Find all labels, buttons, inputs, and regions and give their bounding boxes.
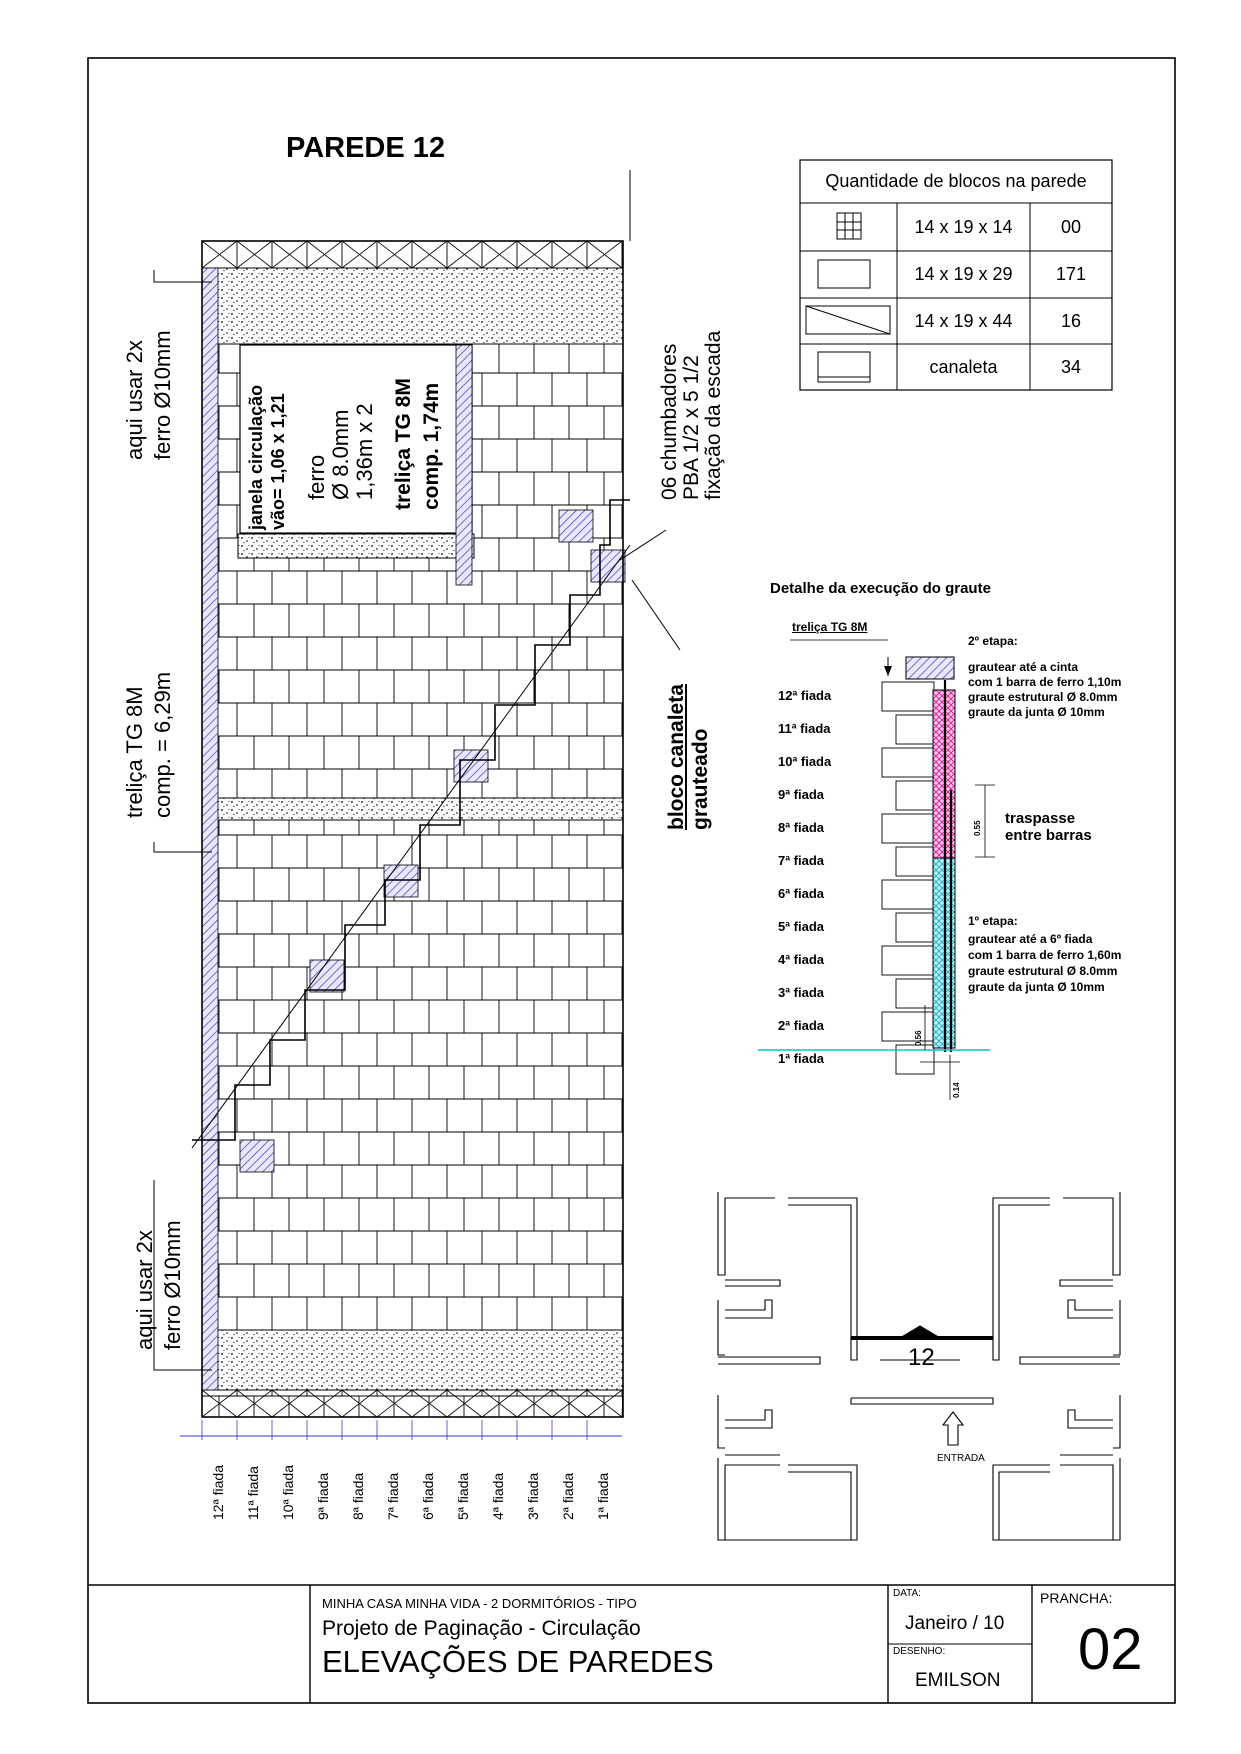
table-qty-4: 34 <box>1060 356 1082 377</box>
detail-course-label: 7ª fiada <box>778 853 824 868</box>
block-14x19x14-icon <box>837 213 861 239</box>
grouted-canaleta-block <box>310 960 344 992</box>
detail-trelica: treliça TG 8M <box>792 620 868 634</box>
grouted-canaleta-block <box>454 750 488 782</box>
ruler-course-label: 10ª fiada <box>280 1464 296 1520</box>
tb-sheet-label: PRANCHA: <box>1040 1590 1113 1606</box>
etapa2-title: 2º etapa: <box>968 634 1018 648</box>
traspasse-a: traspasse <box>1005 810 1076 827</box>
grouted-canaleta-block <box>240 1140 274 1172</box>
detail-canaleta <box>906 657 954 679</box>
note-ferro-c: 1,36m x 2 <box>352 403 377 500</box>
window-jamb-grout <box>456 345 472 585</box>
tb-date-label: DATA: <box>893 1588 921 1599</box>
note-window-a: janela circulação <box>246 384 266 530</box>
note-mid-left-b: comp. = 6,29m <box>150 671 175 818</box>
etapa1-line-3: graute estrutural Ø 8.0mm <box>968 964 1118 978</box>
detail-course-label: 10ª fiada <box>778 754 832 769</box>
table-header: Quantidade de blocos na parede <box>825 171 1087 191</box>
ruler-course-label: 4ª fiada <box>490 1472 506 1520</box>
etapa2-line-2: com 1 barra de ferro 1,10m <box>968 675 1122 689</box>
note-trelica-a: treliça TG 8M <box>392 378 415 510</box>
note-chumbadores-b: PBA 1/2 x 5 1/2 <box>680 355 703 500</box>
entrada-arrow-icon <box>943 1412 963 1445</box>
note-trelica-b: comp. 1,74m <box>420 382 443 510</box>
tb-drawn-label: DESENHO: <box>893 1646 946 1657</box>
note-chumbadores-c: fixação da escada <box>702 330 725 500</box>
ruler-course-label: 12ª fiada <box>210 1464 226 1520</box>
block-14x19x29-icon <box>818 260 870 288</box>
wall-title: PAREDE 12 <box>286 132 446 164</box>
detail-block <box>896 847 934 876</box>
left-grout-column <box>202 268 218 1390</box>
detail-block <box>896 715 934 744</box>
detail-course-label: 8ª fiada <box>778 820 824 835</box>
etapa1-line-4: graute da junta Ø 10mm <box>968 980 1105 994</box>
ruler-course-label: 11ª fiada <box>245 1466 261 1520</box>
grouted-canaleta-block <box>591 550 625 582</box>
dim-014: 0.14 <box>952 1082 961 1098</box>
grouted-canaleta-block <box>559 510 593 542</box>
mid-bond-beam <box>202 798 623 820</box>
table-qty-1: 00 <box>1060 216 1082 237</box>
top-bond-beam <box>202 268 623 344</box>
etapa1-title: 1º etapa: <box>968 914 1018 928</box>
note-bottom-left-a: aqui usar 2x <box>132 1230 157 1350</box>
detail-course-label: 9ª fiada <box>778 787 824 802</box>
stair-diagonal <box>192 545 630 1148</box>
dim-055: 0.55 <box>973 820 982 836</box>
ruler-course-label: 5ª fiada <box>455 1472 471 1520</box>
table-qty-2: 171 <box>1055 264 1087 284</box>
grouted-blocks <box>240 510 625 1172</box>
ruler-course-label: 1ª fiada <box>595 1472 611 1520</box>
detail-course-label: 3ª fiada <box>778 985 824 1000</box>
course-ruler <box>180 1420 622 1440</box>
detail-course-label: 11ª fiada <box>778 721 831 736</box>
note-bottom-left-b: ferro Ø10mm <box>160 1220 185 1350</box>
detail-block <box>882 1012 934 1041</box>
plan-wall-number: 12 <box>908 1344 935 1371</box>
detail-course-label: 4ª fiada <box>778 952 824 967</box>
window-lintel <box>238 534 474 558</box>
detail-course-label: 1ª fiada <box>778 1051 824 1066</box>
detail-course-label: 12ª fiada <box>778 688 832 703</box>
block-14x19x44-icon <box>806 306 890 334</box>
table-size-1: 14 x 19 x 14 <box>914 216 1013 237</box>
tb-title: ELEVAÇÕES DE PAREDES <box>322 1644 714 1679</box>
note-canaleta-b: grauteado <box>689 728 712 830</box>
detail-course-label: 2ª fiada <box>778 1018 824 1033</box>
detail-course-label: 5ª fiada <box>778 919 824 934</box>
leader-canaleta <box>632 580 680 650</box>
detail-block <box>882 946 934 975</box>
ruler-course-label: 9ª fiada <box>315 1472 331 1520</box>
dim-056: 0.56 <box>914 1030 923 1046</box>
table-size-3: 14 x 19 x 44 <box>914 310 1013 331</box>
detail-block <box>896 979 934 1008</box>
bottom-bond-beam <box>202 1330 623 1390</box>
table-qty-3: 16 <box>1060 310 1082 331</box>
ruler-course-label: 7ª fiada <box>385 1472 401 1520</box>
detail-block <box>882 748 934 777</box>
detail-course-label: 6ª fiada <box>778 886 824 901</box>
note-window-b: vão= 1,06 x 1,21 <box>268 393 288 530</box>
detail-block <box>882 814 934 843</box>
note-top-left-b: ferro Ø10mm <box>150 330 175 460</box>
etapa1-line-1: grautear até a 6º fiada <box>968 932 1093 946</box>
tb-project-line: MINHA CASA MINHA VIDA - 2 DORMITÓRIOS - TIPO <box>322 1596 637 1611</box>
detail-block <box>882 682 934 711</box>
ruler-course-label: 3ª fiada <box>525 1472 541 1520</box>
note-mid-left-a: treliça TG 8M <box>122 686 147 818</box>
plan-entrada: ENTRADA <box>937 1453 985 1464</box>
note-canaleta-a: bloco canaleta <box>665 684 688 830</box>
leader-chumbadores <box>620 530 666 560</box>
table-size-4: canaleta <box>929 356 998 377</box>
ruler-course-label: 2ª fiada <box>560 1472 576 1520</box>
note-chumbadores-a: 06 chumbadores <box>658 343 681 500</box>
etapa2-line-1: grautear até a cinta <box>968 660 1079 674</box>
note-ferro-a: ferro <box>304 454 329 500</box>
detail-block <box>882 880 934 909</box>
ruler-course-label: 8ª fiada <box>350 1472 366 1520</box>
etapa2-line-4: graute da junta Ø 10mm <box>968 705 1105 719</box>
grouted-canaleta-block <box>384 865 418 897</box>
tb-date-value: Janeiro / 10 <box>905 1613 1005 1634</box>
note-top-left-a: aqui usar 2x <box>122 340 147 460</box>
traspasse-b: entre barras <box>1005 827 1092 844</box>
detail-block <box>896 781 934 810</box>
etapa1-line-2: com 1 barra de ferro 1,60m <box>968 948 1122 962</box>
tb-sheet-value: 02 <box>1078 1617 1143 1682</box>
detail-title: Detalhe da execução do graute <box>770 580 991 597</box>
note-ferro-b: Ø 8.0mm <box>328 409 353 500</box>
etapa2-line-3: graute estrutural Ø 8.0mm <box>968 690 1118 704</box>
table-size-2: 14 x 19 x 29 <box>914 264 1013 284</box>
ruler-course-label: 6ª fiada <box>420 1472 436 1520</box>
tb-subtitle: Projeto de Paginação - Circulação <box>322 1617 641 1640</box>
canaleta-icon <box>818 352 870 382</box>
tb-drawn-value: EMILSON <box>915 1670 1001 1691</box>
detail-block <box>896 913 934 942</box>
